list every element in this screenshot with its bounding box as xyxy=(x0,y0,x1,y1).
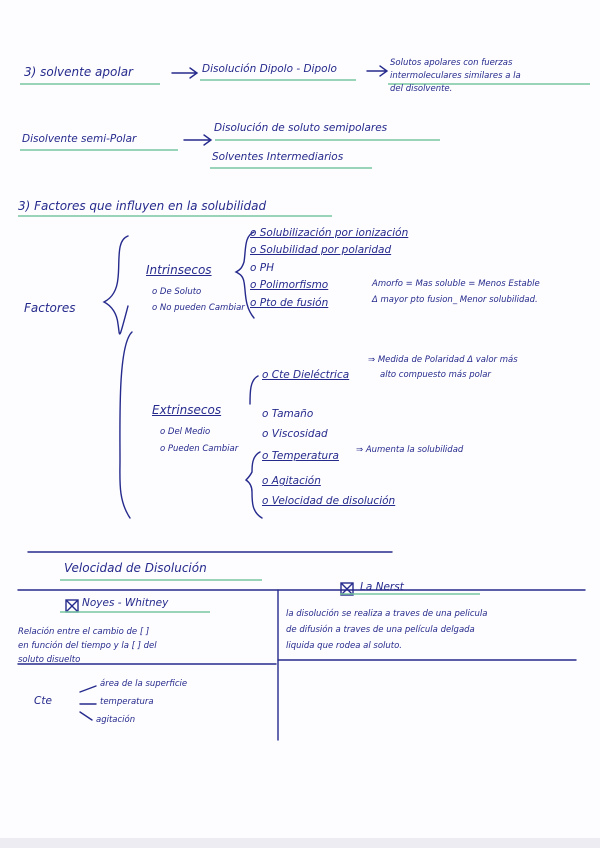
intrinsecos-item-4: o Polimorfismo xyxy=(250,279,329,291)
arrow-icon xyxy=(172,68,197,78)
factores-label: Factores xyxy=(24,301,76,315)
agitacion-item: o Agitación xyxy=(262,475,321,487)
nerst-text-2: de difusión a traves de una película delgada xyxy=(286,625,475,635)
intrinsecos-sub-1: o De Soluto xyxy=(152,287,202,297)
cte-dielectrica: o Cte Dieléctrica xyxy=(262,369,350,381)
fusion-note: Δ mayor pto fusion_ Menor solubilidad. xyxy=(372,295,538,305)
intrinsecos-sub-2: o No pueden Cambiar xyxy=(152,303,245,313)
cross-box-icon xyxy=(67,601,77,611)
noyes-text-2: en función del tiempo y la [ ] del xyxy=(18,641,157,651)
polimorfismo-note: Amorfo = Mas soluble = Menos Estable xyxy=(372,279,540,289)
nerst-heading: La Nerst xyxy=(360,581,404,593)
extrinsecos-label: Extrinsecos xyxy=(152,403,222,417)
disolucion-semipolares: Disolución de soluto semipolares xyxy=(214,122,388,134)
noyes-text-1: Relación entre el cambio de [ ] xyxy=(18,627,150,637)
intrinsecos-item-2: o Solubilidad por polaridad xyxy=(250,244,392,256)
viscosidad-item: o Viscosidad xyxy=(262,428,328,440)
section-3-title: 3) Factores que influyen en la solubilidad xyxy=(18,199,267,213)
noyes-text-3: soluto disuelto xyxy=(18,655,81,665)
intrinsecos-label: Intrinsecos xyxy=(146,263,212,277)
cte-item-1: área de la superficie xyxy=(100,679,188,689)
velocidad-disolucion-title: Velocidad de Disolución xyxy=(64,561,207,575)
nerst-text-3: liquida que rodea al soluto. xyxy=(286,641,403,651)
temperatura-note: ⇒ Aumenta la solubilidad xyxy=(356,445,464,455)
intrinsecos-item-3: o PH xyxy=(250,262,274,274)
tamano-item: o Tamaño xyxy=(262,408,314,420)
solventes-intermediarios: Solventes Intermediarios xyxy=(212,151,344,163)
page-bottom-edge xyxy=(0,838,600,848)
brace-icon xyxy=(120,332,132,518)
temperatura-item: o Temperatura xyxy=(262,450,339,462)
extrinsecos-sub-2: o Pueden Cambiar xyxy=(160,444,239,454)
cte-item-3: agitación xyxy=(96,715,136,725)
cte-item-2: temperatura xyxy=(100,697,154,707)
cross-box-icon xyxy=(342,584,352,594)
arrow-icon xyxy=(184,135,211,145)
cte-label: Cte xyxy=(34,695,52,707)
resultado-line-2: intermoleculares similares a la xyxy=(390,71,521,81)
cte-note-1: ⇒ Medida de Polaridad Δ valor más xyxy=(368,355,518,365)
intrinsecos-item-5: o Pto de fusión xyxy=(250,297,329,309)
disolucion-dipolo: Disolución Dipolo - Dipolo xyxy=(202,63,337,75)
brace-icon xyxy=(250,376,258,404)
intrinsecos-item-1: o Solubilización por ionización xyxy=(250,227,409,239)
cte-note-2: alto compuesto más polar xyxy=(380,370,491,380)
extrinsecos-sub-1: o Del Medio xyxy=(160,427,211,437)
solvente-apolar: 3) solvente apolar xyxy=(24,65,133,79)
nerst-text-1: la disolución se realiza a traves de una pelicula xyxy=(286,609,488,619)
resultado-line-1: Solutos apolares con fuerzas xyxy=(390,58,513,68)
velocidad-disolucion-item: o Velocidad de disolución xyxy=(262,495,396,507)
arrow-icon xyxy=(367,66,387,76)
brace-icon xyxy=(104,236,128,334)
disolvente-semipolar: Disolvente semi-Polar xyxy=(22,133,137,145)
brace-icon xyxy=(246,452,262,518)
resultado-line-3: del disolvente. xyxy=(390,84,453,94)
noyes-whitney-heading: Noyes - Whitney xyxy=(82,597,169,609)
